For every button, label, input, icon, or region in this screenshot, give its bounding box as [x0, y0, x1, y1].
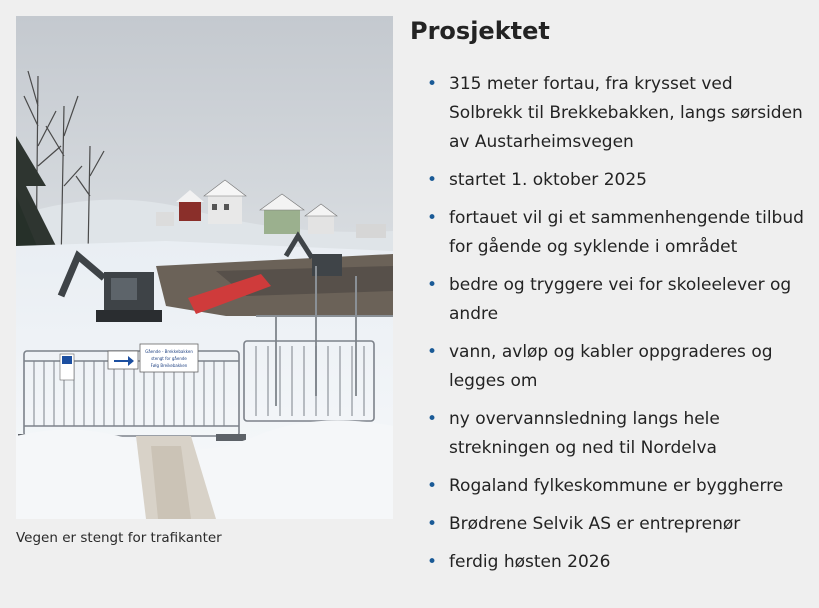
list-item [410, 166, 805, 195]
list-item-text: 315 meter fortau, fra krysset ved Solbrekk til Brekkebakken, langs sørsiden av Austarheimsvegen [449, 74, 803, 152]
list-item-text: bedre og tryggere vei for skoleelever og andre [449, 275, 792, 324]
bullet-icon: • [427, 514, 438, 534]
sign-line-2: stengt for gående [151, 356, 187, 361]
project-facts-list [410, 70, 805, 577]
list-item [410, 338, 805, 396]
list-item [410, 271, 805, 329]
section-title: Prosjektet [410, 17, 550, 45]
photo-figure [16, 16, 393, 547]
bullet-icon: • [427, 208, 438, 228]
list-item [410, 510, 805, 539]
list-item [410, 548, 805, 577]
bullet-icon: • [427, 170, 438, 190]
list-item [410, 70, 805, 157]
list-item-text: Brødrene Selvik AS er entreprenør [449, 514, 741, 534]
bullet-icon: • [427, 275, 438, 295]
sign-line-1: Gående - Brekkebakken [145, 349, 193, 354]
list-item [410, 204, 805, 262]
list-item-text: startet 1. oktober 2025 [449, 170, 647, 190]
bullet-icon: • [427, 409, 438, 429]
bullet-icon: • [427, 342, 438, 362]
list-item-text: Rogaland fylkeskommune er byggherre [449, 476, 784, 496]
construction-photo [16, 16, 393, 519]
bullet-icon: • [427, 552, 438, 572]
project-info [410, 14, 805, 586]
list-item [410, 472, 805, 501]
list-item-text: ferdig høsten 2026 [449, 552, 611, 572]
bullet-icon: • [427, 476, 438, 496]
list-item-text: vann, avløp og kabler oppgraderes og legges om [449, 342, 773, 391]
sign-line-3: Følg Breikebakken [150, 363, 188, 368]
photo-caption: Vegen er stengt for trafikanter [16, 530, 222, 546]
list-item-text: ny overvannsledning langs hele strekningen og ned til Nordelva [449, 409, 720, 458]
bullet-icon: • [427, 74, 438, 94]
list-item-text: fortauet vil gi et sammenhengende tilbud for gående og syklende i området [449, 208, 804, 257]
list-item [410, 405, 805, 463]
